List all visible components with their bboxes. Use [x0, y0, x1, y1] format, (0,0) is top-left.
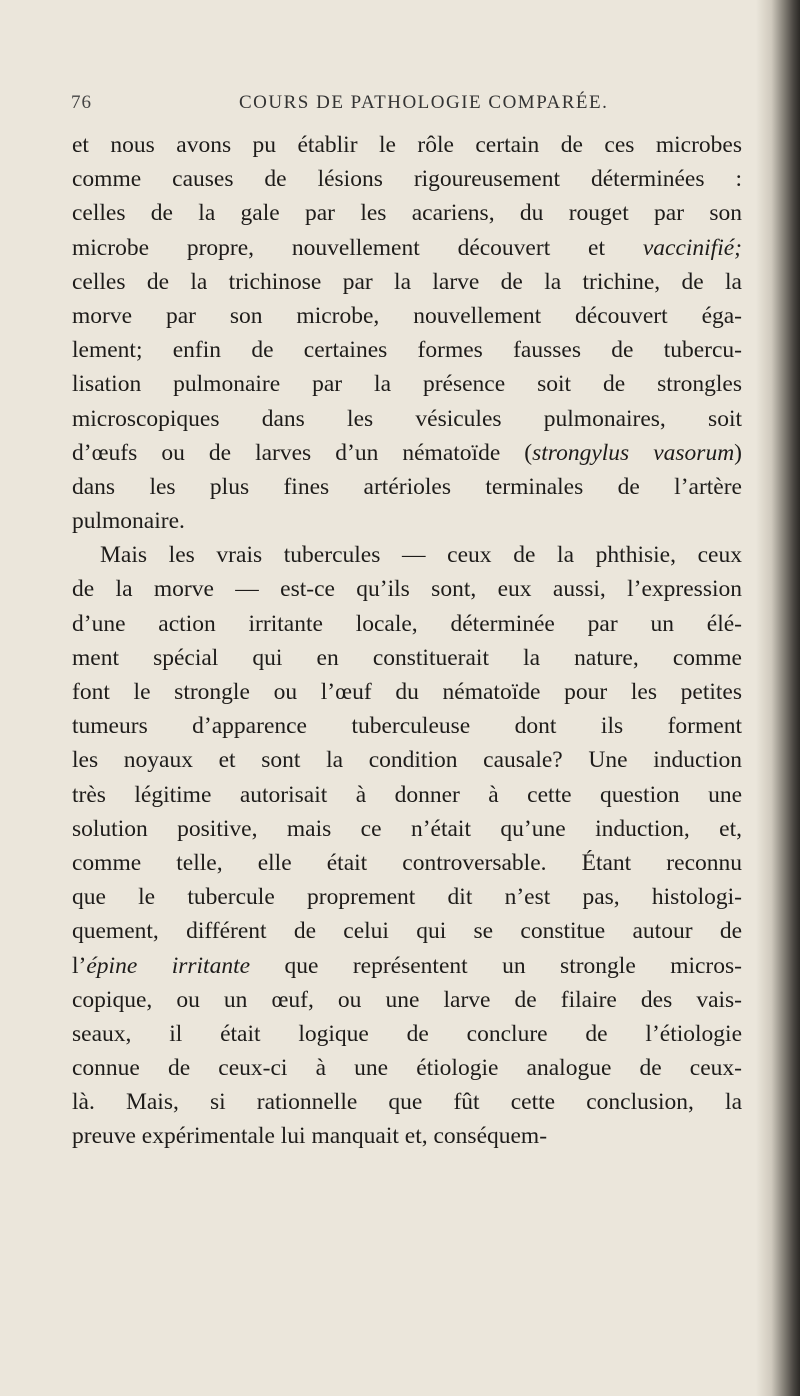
- text-run: solution positive, mais ce n’était qu’une induction, et,: [72, 815, 742, 842]
- text-line: [72, 436, 742, 470]
- text-line: [72, 128, 742, 162]
- text-run: connue de ceux-ci à une étiologie analogue de ceux-: [72, 1055, 742, 1082]
- text-line: [72, 880, 742, 914]
- text-line: [72, 538, 742, 572]
- text-run: copique, ou un œuf, ou une larve de filaire des vais-: [72, 986, 742, 1013]
- text-run: tumeurs d’apparence tuberculeuse dont ils forment: [72, 713, 742, 740]
- text-line: [72, 367, 742, 401]
- text-run: comme causes de lésions rigoureusement déterminées :: [72, 166, 742, 193]
- text-run: microbe propre, nouvellement découvert et: [72, 234, 643, 261]
- text-run: celles de la gale par les acariens, du rouget par son: [72, 200, 742, 227]
- text-line: [72, 607, 742, 641]
- text-run: ment spécial qui en constituerait la nature, comme: [72, 644, 742, 671]
- text-line: [72, 504, 742, 538]
- page-number: 76: [71, 92, 92, 113]
- text-run: les noyaux et sont la condition causale? Une induction: [72, 747, 742, 774]
- text-run: microscopiques dans les vésicules pulmonaires, soit: [72, 405, 742, 432]
- text-line: [72, 641, 742, 675]
- text-run: de la morve — est-ce qu’ils sont, eux aussi, l’expression: [72, 576, 742, 603]
- text-run: que représentent un strongle micros-: [250, 952, 742, 979]
- text-run: celles de la trichinose par la larve de la trichine, de la: [72, 268, 742, 295]
- text-line: [72, 675, 742, 709]
- text-run: que le tubercule proprement dit n’est pas, histologi-: [72, 884, 742, 911]
- text-line: [72, 1085, 742, 1119]
- text-line: [72, 983, 742, 1017]
- page-edge-shadow: [756, 0, 800, 1396]
- text-line: [72, 265, 742, 299]
- text-run: ): [734, 439, 742, 466]
- body-text: [72, 128, 742, 1154]
- text-line: [72, 470, 742, 504]
- text-run: preuve expérimentale lui manquait et, conséquem-: [72, 1123, 548, 1150]
- text-run: lement; enfin de certaines formes fausses de tubercu-: [72, 337, 742, 364]
- text-line: [72, 1119, 742, 1153]
- text-line: [72, 949, 742, 983]
- text-run: et nous avons pu établir le rôle certain de ces microbes: [72, 132, 742, 158]
- text-line: [72, 333, 742, 367]
- italic-text: strongylus vasorum: [532, 439, 735, 466]
- running-title: COURS DE PATHOLOGIE COMPARÉE.: [239, 92, 609, 113]
- text-line: [72, 709, 742, 743]
- text-line: [72, 299, 742, 333]
- text-line: [72, 1051, 742, 1085]
- text-line: [72, 162, 742, 196]
- text-line: [72, 914, 742, 948]
- text-run: font le strongle ou l’œuf du nématoïde pour les petites: [72, 679, 742, 705]
- text-line: [72, 743, 742, 777]
- page-header: [71, 92, 761, 116]
- text-run: lisation pulmonaire par la présence soit de strongles: [72, 371, 742, 398]
- text-run: pulmonaire.: [72, 508, 185, 535]
- text-run: d’œufs ou de larves d’un nématoïde (: [72, 439, 533, 466]
- text-line: [72, 778, 742, 812]
- text-run: comme telle, elle était controversable. Étant reconnu: [72, 849, 742, 876]
- text-line: [72, 402, 742, 436]
- text-run: morve par son microbe, nouvellement découvert éga-: [72, 302, 742, 329]
- text-run: l’: [72, 952, 87, 979]
- text-run: Mais les vrais tubercules — ceux de la phthisie, ceux: [100, 542, 742, 569]
- text-line: [72, 812, 742, 846]
- text-line: [72, 196, 742, 230]
- text-run: très légitime autorisait à donner à cette question une: [72, 781, 742, 808]
- italic-text: vaccinifié;: [642, 234, 742, 261]
- text-line: [72, 1017, 742, 1051]
- text-run: d’une action irritante locale, déterminée par un élé-: [72, 610, 742, 637]
- text-run: là. Mais, si rationnelle que fût cette conclusion, la: [72, 1089, 742, 1116]
- italic-text: épine irritante: [86, 952, 251, 979]
- text-line: [72, 231, 742, 265]
- text-line: [72, 572, 742, 606]
- text-run: quement, différent de celui qui se constitue autour de: [72, 918, 742, 945]
- text-line: [72, 846, 742, 880]
- text-run: seaux, il était logique de conclure de l’étiologie: [72, 1020, 742, 1047]
- text-run: dans les plus fines artérioles terminales de l’artère: [72, 473, 742, 500]
